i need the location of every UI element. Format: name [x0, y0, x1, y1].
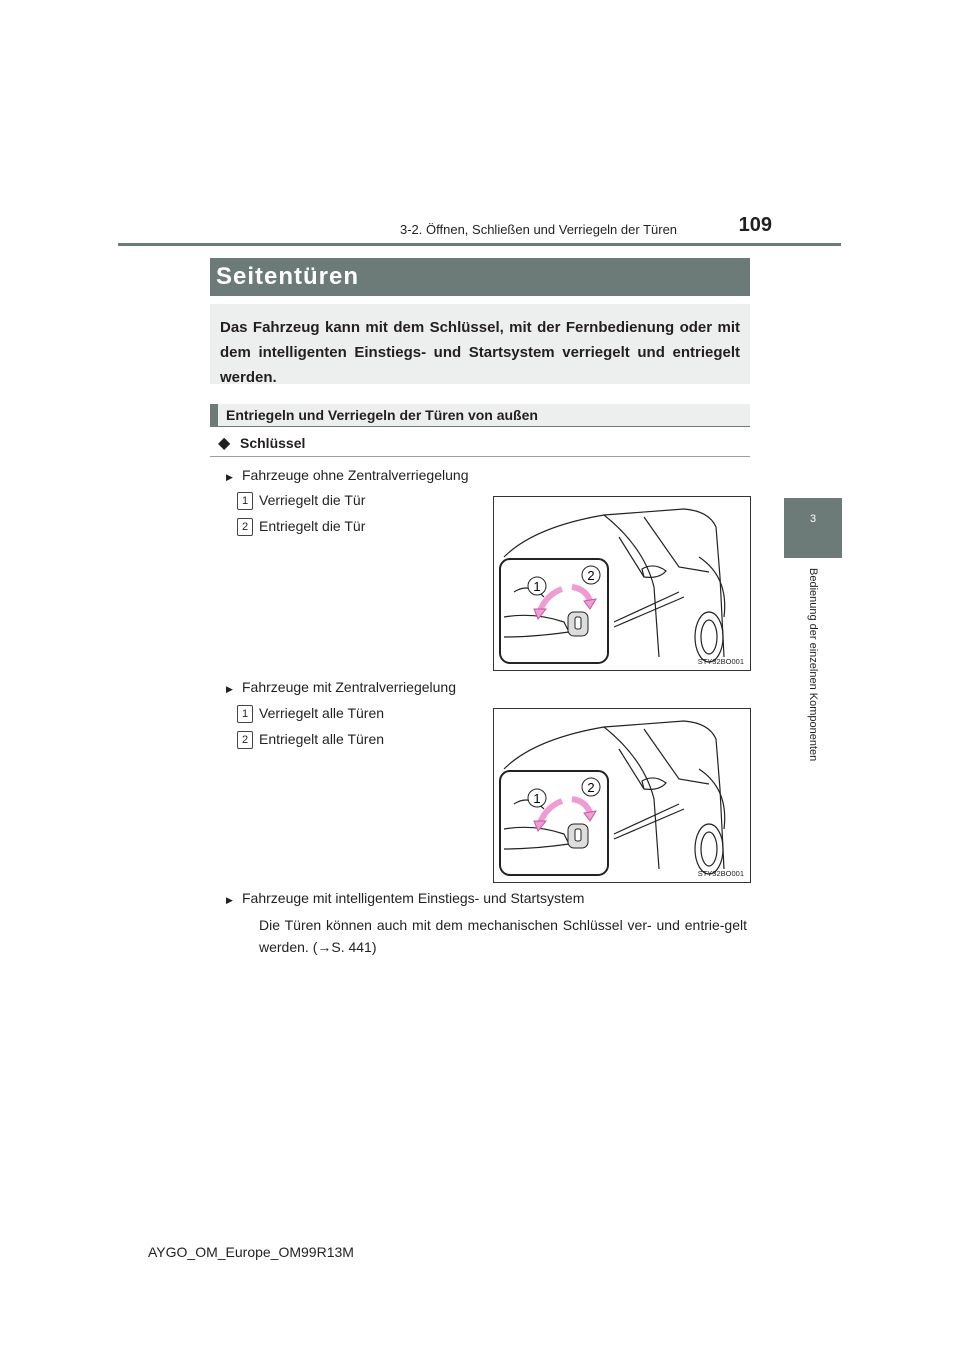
door-lock-illustration: [493, 708, 751, 883]
item-label: Fahrzeuge ohne Zentralverriegelung: [242, 467, 469, 483]
subheading: Entriegeln und Verriegeln der Türen von außen: [226, 407, 538, 423]
intro-text: Das Fahrzeug kann mit dem Schlüssel, mit der Fernbedienung oder mit dem intelligenten Einstiegs- und Startsystem verriegelt und entriegelt werden.: [220, 319, 740, 386]
body-paragraph: Die Türen können auch mit dem mechanischen Schlüssel ver- und entrie-gelt werden. (→S. 441): [259, 917, 747, 955]
triangle-bullet-icon: ▶: [226, 472, 233, 482]
step-number-icon: 1: [237, 492, 253, 510]
key-heading: Schlüssel: [240, 435, 306, 451]
chapter-tab: [784, 498, 842, 558]
section-title: 3-2. Öffnen, Schließen und Verriegeln der Türen: [400, 222, 678, 237]
footer-code: AYGO_OM_Europe_OM99R13M: [148, 1244, 354, 1260]
subheading-marker: [210, 404, 218, 426]
item-label: Fahrzeuge mit intelligentem Einstiegs- und Startsystem: [242, 890, 585, 906]
step-text: Entriegelt die Tür: [259, 518, 366, 534]
step-text: Verriegelt die Tür: [259, 492, 366, 508]
page-title-bar: [210, 258, 750, 296]
diamond-bullet-icon: ◆: [218, 435, 231, 452]
svg-text:1: 1: [533, 791, 541, 806]
svg-text:1: 1: [533, 579, 541, 594]
page-number: 109: [738, 214, 772, 236]
car-door-key-drawing: [494, 709, 750, 882]
step-number-icon: 1: [237, 705, 253, 723]
page-title: Seitentüren: [216, 263, 360, 290]
car-door-key-drawing: [494, 497, 750, 670]
step-text: Verriegelt alle Türen: [259, 705, 385, 721]
subheading-bar: [210, 404, 750, 427]
figure-code: STY32BO001: [697, 657, 744, 666]
triangle-bullet-icon: ▶: [226, 895, 233, 905]
intro-box: [210, 304, 750, 384]
figure-code: STY32BO001: [697, 869, 744, 878]
step-number-icon: 2: [237, 518, 253, 536]
key-heading-rule: [210, 456, 750, 457]
header-divider: [118, 243, 841, 246]
chapter-number: 3: [809, 513, 817, 525]
door-lock-illustration: [493, 496, 751, 671]
svg-text:2: 2: [587, 568, 595, 583]
chapter-label: Bedienung der einzelnen Komponenten: [807, 568, 819, 762]
step-text: Entriegelt alle Türen: [259, 731, 385, 747]
item-label: Fahrzeuge mit Zentralverriegelung: [242, 679, 456, 695]
triangle-bullet-icon: ▶: [226, 684, 233, 694]
step-number-icon: 2: [237, 731, 253, 749]
svg-text:2: 2: [587, 780, 595, 795]
